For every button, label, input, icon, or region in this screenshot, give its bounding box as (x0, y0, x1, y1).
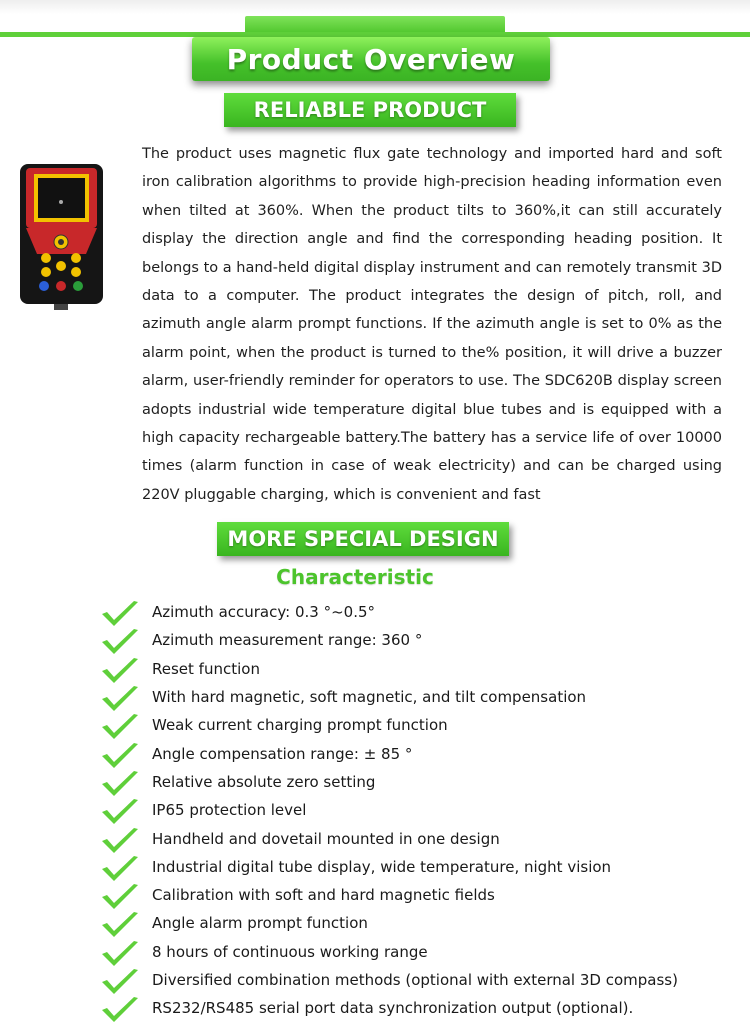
list-item (100, 966, 740, 994)
feature-text: Angle compensation range: ± 85 ° (152, 744, 413, 763)
product-overview-banner (192, 37, 550, 81)
handheld-device-image (18, 162, 105, 312)
list-item (100, 994, 740, 1022)
feature-text: Diversified combination methods (optional with external 3D compass) (152, 971, 678, 989)
feature-text: 8 hours of continuous working range (152, 942, 428, 961)
feature-text: Weak current charging prompt function (152, 716, 448, 735)
list-item (100, 881, 740, 909)
list-item (100, 909, 740, 937)
feature-text: Azimuth measurement range: 360 ° (152, 631, 423, 650)
page-title: Product Overview (226, 42, 516, 76)
more-special-design-heading: MORE SPECIAL DESIGN (227, 527, 499, 551)
reliable-product-banner (224, 93, 516, 127)
list-item (100, 683, 740, 711)
product-description: The product uses magnetic flux gate technology and imported hard and soft iron calibration algorithms to provide high-precision heading information even when tilted at 360%. When the product tilts to 360%,it can still accurately display the direction angle and find the corresponding heading position. It belongs to a hand-held digital display instrument and can remotely transmit 3D data to a computer. The product integrates the design of pitch, roll, and azimuth angle alarm prompt functions. If the azimuth angle is set to 0% as the alarm point, when the product is turned to the% position, it will drive a buzzer alarm, user-friendly reminder for operators to use. The SDC620B display screen adopts industrial wide temperature digital blue tubes and is equipped with a high capacity rechargeable battery.The battery has a service life of over 10000 times (alarm function in case of weak electricity) and can be charged using 220V pluggable charging, which is convenient and fast (142, 146, 722, 503)
characteristic-heading: Characteristic (276, 565, 434, 589)
feature-text: With hard magnetic, soft magnetic, and tilt compensation (152, 688, 587, 707)
feature-list (100, 598, 740, 1022)
top-strip (0, 0, 750, 14)
feature-text: Angle alarm prompt function (152, 914, 368, 933)
list-item (100, 768, 740, 796)
list-item (100, 796, 740, 824)
list-item (100, 598, 740, 626)
more-special-design-banner (217, 522, 509, 556)
list-item (100, 711, 740, 739)
list-item (100, 626, 740, 654)
list-item (100, 655, 740, 683)
list-item (100, 938, 740, 966)
feature-text: Handheld and dovetail mounted in one design (152, 829, 500, 848)
checkmark-icon (100, 996, 140, 1026)
feature-text: IP65 protection level (152, 801, 307, 820)
reliable-product-heading: RELIABLE PRODUCT (253, 98, 487, 122)
feature-text: Relative absolute zero setting (152, 772, 376, 791)
list-item (100, 739, 740, 767)
list-item (100, 824, 740, 852)
feature-text: Industrial digital tube display, wide temperature, night vision (152, 857, 612, 876)
feature-text: Calibration with soft and hard magnetic fields (152, 886, 495, 905)
feature-text: RS232/RS485 serial port data synchronization output (optional). (152, 999, 634, 1018)
feature-text: Reset function (152, 659, 260, 678)
feature-text: Azimuth accuracy: 0.3 °~0.5° (152, 603, 376, 622)
list-item (100, 853, 740, 881)
